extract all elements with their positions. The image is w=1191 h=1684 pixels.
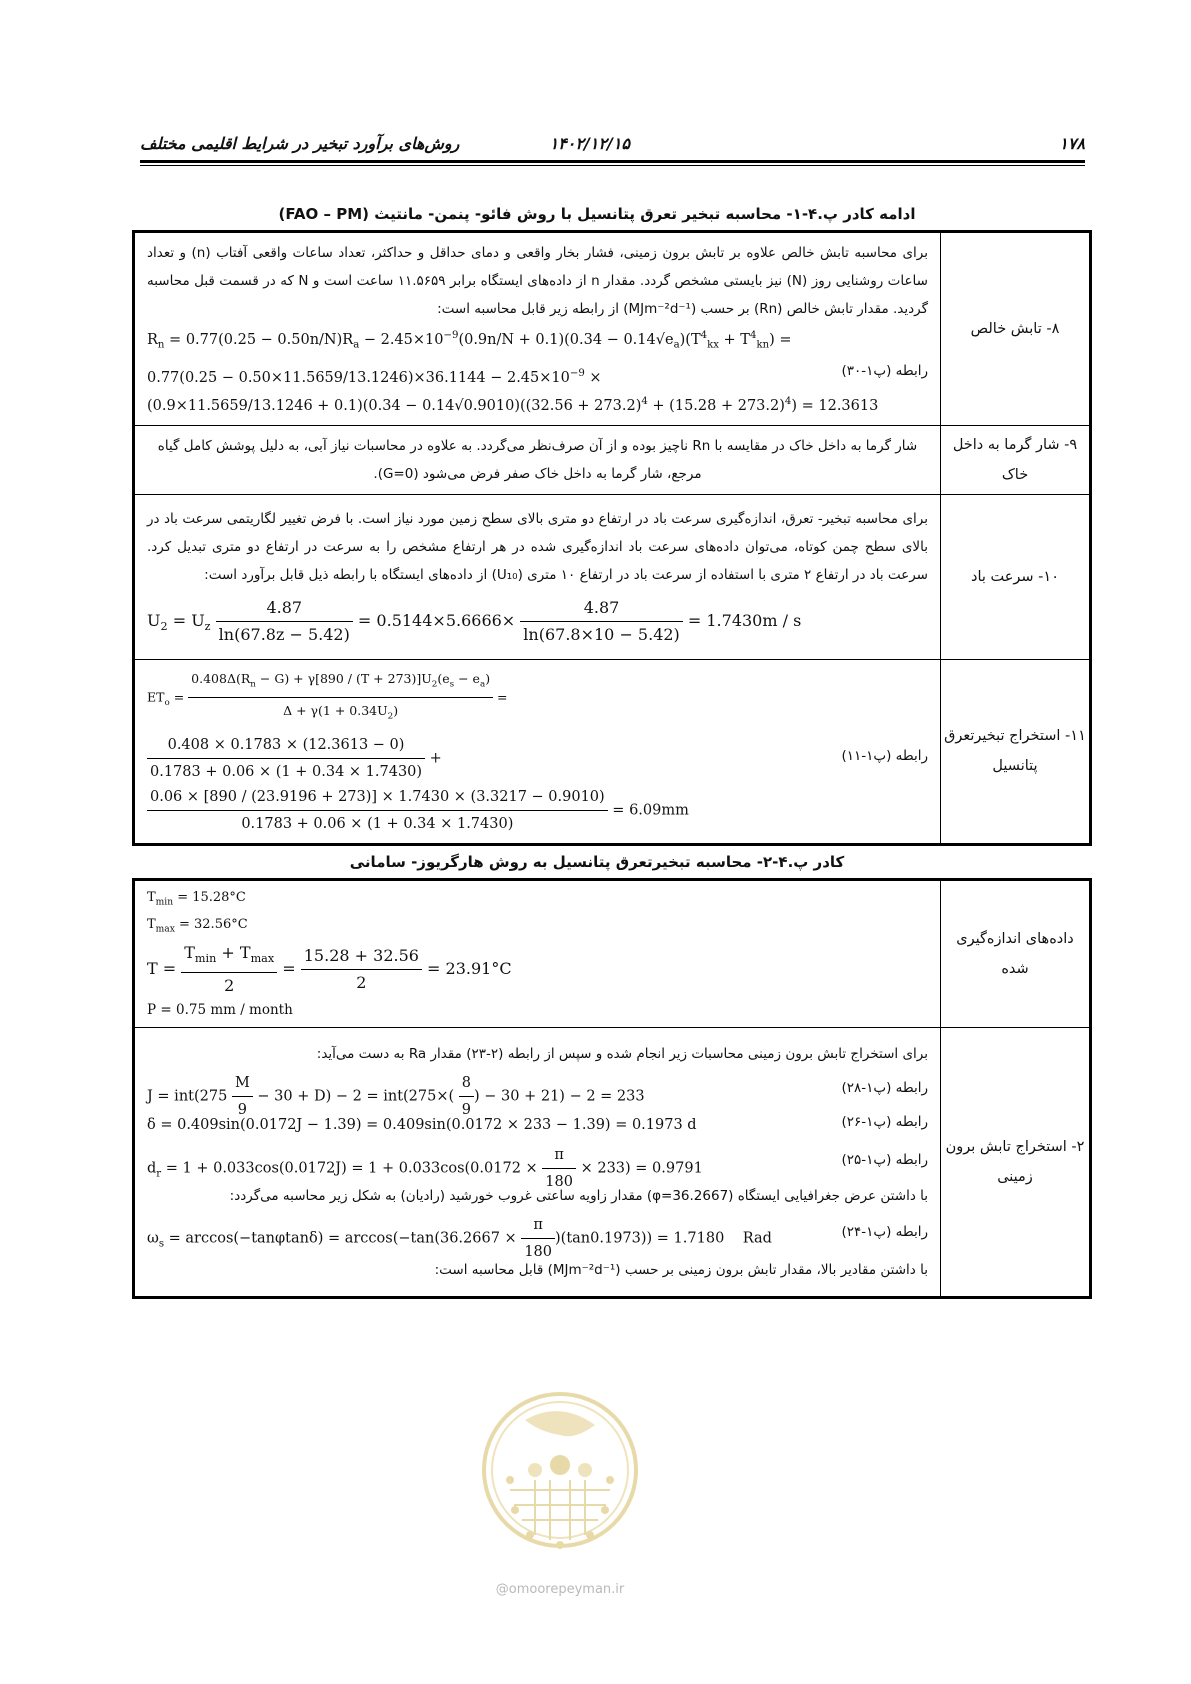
watermark-url: @omoorepeyman.ir [495, 1582, 625, 1597]
wind-speed-label: ۱۰- سرعت باد [941, 494, 1091, 659]
rn-substitution-1: $0.77(0.25 - 0.50\times 11.5659/13.1246)\times 36.1144 - 2.45\times 10^{-9}$ × [147, 367, 602, 386]
julian-day-ref: رابطه (پ۱-۲۸) [841, 1080, 928, 1097]
box2-table [132, 878, 1092, 1299]
box1-table [132, 230, 1092, 846]
header-date: ۱۴۰۲/۱۲/۱۵ [549, 134, 630, 153]
declination-ref: رابطه (پ۱-۲۶) [841, 1114, 928, 1131]
soil-heat-content [134, 425, 941, 494]
header-title: روش‌های برآورد تبخیر در شرایط اقلیمی مختلف [140, 134, 460, 153]
ra-intro-text: برای استخراج تابش برون زمینی محاسبات زیر انجام شده و سپس از رابطه (۲-۲۳) مقدار Ra به دست می‌آید: [316, 1046, 928, 1063]
omega-ref: رابطه (پ۱-۲۴) [841, 1224, 928, 1241]
box2-caption: کادر پ.۴-۲- محاسبه تبخیرتعرق پتانسیل به روش هارگریوز- سامانی [349, 853, 845, 871]
et0-label: ۱۱- استخراج تبخیرتعرق پتانسیل [941, 659, 1091, 844]
measured-data-label: داده‌های اندازه‌گیری شده [941, 880, 1091, 1028]
wind-speed-content [134, 494, 941, 659]
header-rule-thin [140, 165, 1085, 166]
net-radiation-content [134, 232, 941, 426]
extraterrestrial-label: ۲- استخراج تابش برون زمینی [941, 1028, 1091, 1298]
et0-term-2: $\frac{0.06 \times [890 / (23.9196 + 273)] \times 1.7430 \times (3.3217 - 0.9010)}{0.1783 + 0.06 \times (1 + 0.34 \times 1.7430)}$ = 6.09mm [147, 784, 928, 837]
et0-term-1: $\frac{0.408 \times 0.1783 \times (12.3613 - 0)}{0.1783 + 0.06 \times (1 + 0.34 \times 1.7430)}$ + [147, 732, 442, 785]
rn-equation-ref: رابطه (پ۱-۳۰) [841, 362, 928, 379]
page-number: ۱۷۸ [1059, 134, 1085, 153]
rn-substitution-2: $(0.9\times 11.5659/13.1246 + 0.1)(0.34 - 0.14√0.9010)((32.56 + 273.2)^4 + (15.28 + 273.2)^4) = 12.3613$ [147, 395, 879, 414]
u2-formula: $U_2 = U_z$ $\frac{4.87}{\ln(67.8z - 5.42)}$ = 0.5144×5.6666× $\frac{4.87}{\ln(67.8\times 10 - 5.42)}$ = 1.7430m / s [147, 595, 928, 648]
tmin-value: $T_{min} = 15.28^\circ C$ [147, 890, 246, 908]
et0-formula: $ET_o$ = $\frac{0.408\Delta(R_n - G) + \gamma[890 / (T + 273)]U_2(e_s - e_a)}{\Delta + \gamma(1 + 0.34U_2)}$ = [147, 666, 928, 730]
latitude-text: با داشتن عرض جغرافیایی ایستگاه (φ=36.2667) مقدار زاویه ساعتی غروب خورشید (رادیان) به شکل زیر محاسبه می‌گردد: [229, 1188, 928, 1205]
et0-content [134, 659, 941, 844]
soil-heat-label: ۹- شار گرما به داخل خاک [941, 425, 1091, 494]
omega-formula: $\omega_s = \arccos(-\tan\varphi\tan\delta) = \arccos(-\tan(36.2667$ × $\frac{\pi}{180}$ )(tan0.1973)) = 1.7180 Rad [147, 1212, 772, 1265]
extraterrestrial-content [134, 1028, 941, 1298]
declination-formula: δ = 0.409sin(0.0172J − 1.39) = 0.409sin(0.0172 × 233 − 1.39) = 0.1973 d [147, 1117, 697, 1134]
box1-caption: ادامه کادر پ.۴-۱- محاسبه تبخیر تعرق پتانسیل با روش فائو- پنمن- مانتیث (FAO – PM) [278, 205, 916, 223]
net-radiation-text: برای محاسبه تابش خالص علاوه بر تابش برون زمینی، فشار بخار واقعی و دمای حداقل و حداکثر، تعداد ساعات واقعی آفتاب (n) و تعداد ساعات روشنایی روز (N) نیز بایستی مشخص گردد. مقدار n از داده‌های ایستگاه برابر ۱۱.۵۶۵۹ ساعت است و N که در قسمت قبل محاسبه گردید. مقدار تابش خالص (Rn) بر حسب (MJm⁻²d⁻¹) از رابطه زیر قابل محاسبه است: [147, 245, 928, 317]
running-header [140, 128, 1085, 158]
dr-formula: $d_r = 1 + 0.033\cos(0.0172J) = 1 + 0.033\cos(0.0172$ × $\frac{\pi}{180}$ × 233) = 0.9791 [147, 1142, 703, 1195]
measured-data-content [134, 880, 941, 1028]
soil-heat-text: شار گرما به داخل خاک در مقایسه با Rn ناچیز بوده و از آن صرف‌نظر می‌گردد. به علاوه در محاسبات نیاز آبی، به دلیل پوشش کامل گیاه مرجع، شار گرما به داخل خاک صفر فرض می‌شود (G=0). [157, 437, 918, 482]
tmax-value: $T_{max} = 32.56^\circ C$ [147, 916, 248, 935]
header-rule-thick [140, 160, 1085, 163]
net-radiation-label: ۸- تابش خالص [941, 232, 1091, 426]
julian-day-formula: J = int(275 $\frac{M}{9}$ − 30 + D) − 2 = int(275×( $\frac{8}{9}$ ) − 30 + 21) − 2 = 233 [147, 1070, 645, 1123]
rn-formula: $R_n = 0.77(0.25 - 0.50n/N)R_a - 2.45\times 10^{-9}(0.9n/N + 0.1)(0.34 - 0.14√e_a)(T^4_{kx} + T^4_{kn})$ = [147, 330, 792, 351]
et0-equation-ref: رابطه (پ۱-۱۱) [841, 747, 928, 764]
dr-ref: رابطه (پ۱-۲۵) [841, 1152, 928, 1169]
ra-final-text: با داشتن مقادیر بالا، مقدار تابش برون زمینی بر حسب (MJm⁻²d⁻¹) قابل محاسبه است: [434, 1262, 928, 1279]
wind-speed-text: برای محاسبه تبخیر- تعرق، اندازه‌گیری سرعت باد در ارتفاع دو متری بالای سطح زمین مورد نیاز است. با فرض تغییر لگاریتمی سرعت باد در بالای سطح چمن کوتاه، می‌توان داده‌های سرعت باد اندازه‌گیری شده در هر ارتفاع مشخص را به سرعت در ارتفاع دو متری تبدیل کرد. سرعت باد در ارتفاع ۲ متری با استفاده از سرعت باد در ارتفاع ۱۰ متری (U₁₀) از داده‌های ایستگاه با رابطه ذیل قابل برآورد است: [147, 511, 928, 584]
precipitation-value: P = 0.75 mm / month [147, 1002, 293, 1019]
tmean-formula: T = $\frac{T_{min} + T_{max}}{2}$ = $\frac{15.28 + 32.56}{2}$ = 23.91°C [147, 940, 928, 999]
watermark-logo [480, 1380, 640, 1584]
